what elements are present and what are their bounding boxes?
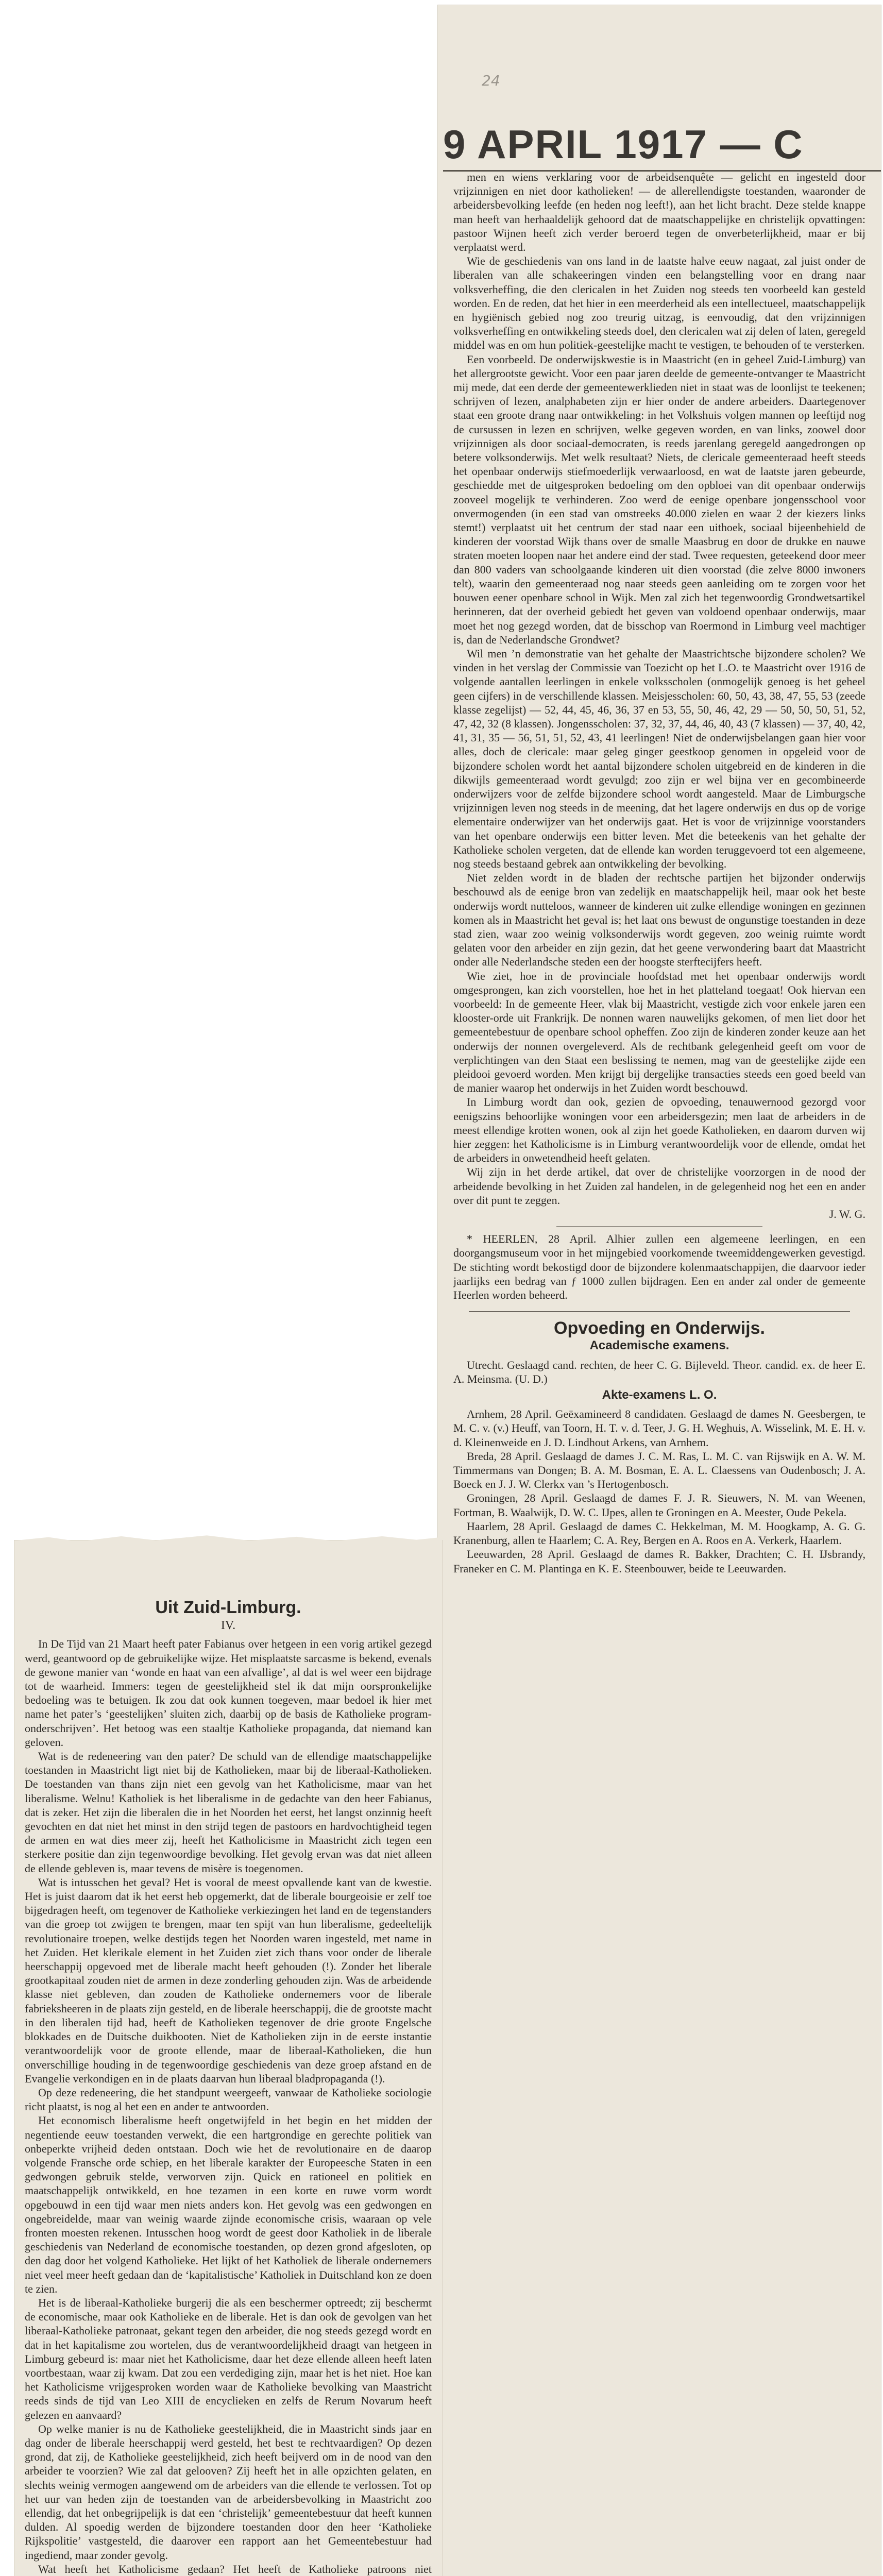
article-paragraph: Wat is de redeneering van den pater? De schuld van de ellendige maatschappelijke toestanden in Maastricht ligt niet bij de Katholieken, maar bij de liberaal-Katholieken. De toestanden van thans zijn niet een gevolg van het Katholicisme, maar van het liberalisme. Welnu! Katholiek is het liberalisme in de gedachte van den heer Fabianus, dat is zeker. Het zijn die liberalen die in het Noorden het eerst, het langst onzinnig heeft gevochten en dat niet het minst in den strijd tegen de pastoors en hardvochtigheid tegen de armen en wat dies meer zij, heeft het Katholicisme in Maastricht zich tegen een sterkere positie dan zijn tegenwoordige bevolking. Het gevolg ervan was dat niet alleen de ellende gebleven is, maar tevens de misère is toegenomen. [25, 1750, 432, 1875]
exam-item: Leeuwarden, 28 April. Geslaagd de dames R. Bakker, Drachten; C. H. IJsbrandy, Franeker en C. M. Plantinga en K. E. Steenbouwer, beide te Leeuwarden. [453, 1548, 865, 1575]
article-paragraph: Wij zijn in het derde artikel, dat over de christelijke voorzorgen in de nood der arbeidende bevolking in het Zuiden zal handelen, in de gelegenheid nog het een en ander over dit punt te zeggen. [453, 1165, 865, 1207]
exam-item: Groningen, 28 April. Geslaagd de dames F. J. R. Sieuwers, N. M. van Weenen, Fortman, B. Waalwijk, D. W. C. IJpes, allen te Groningen en A. Meester, Oude Pekela. [453, 1492, 865, 1519]
section-subtitle: Academische examens. [589, 1338, 729, 1353]
article-paragraph: Wil men ’n demonstratie van het gehalte der Maastrichtsche bijzondere scholen? We vinden in het verslag der Commissie van Toezicht op het L.O. te Maastricht over 1916 de volgende aantallen leerlingen in enkele volksscholen (onmogelijk genoeg is het geheel geen cijfers) in de verschillende klassen. Meisjesscholen: 60, 50, 43, 38, 47, 55, 53 (zeede klasse zegelijst) — 52, 44, 45, 46, 36, 37 en 53, 55, 50, 46, 42, 29 — 50, 50, 50, 51, 52, 47, 42, 32 (8 klassen). Jongensscholen: 37, 32, 37, 44, 46, 40, 43 (7 klassen) — 37, 40, 42, 41, 31, 35 — 56, 51, 51, 52, 43, 41 leerlingen! Niet de onderwijsbelangen gaan hier voor alles, doch de clericale: maar geleg ginger geestkoop genomen in opgeleid voor de bijzondere scholen wordt het aantal bijzondere scholen uitgebreid en de kinderen in die dikwijls gemeenteraad wordt gevulgd; zoo zijn er wel bijna ver en gecombineerde onderwijzers voor de zelfde bijzondere school wordt aangesteld. Maar de Limburgsche vrijzinnigen leven nog steeds in de meening, dat het lagere onderwijs en dus op de vorige elementaire onderwijzer van het onderwijs gaat. Het is voor de vrijzinnige voorstanders van het openbare onderwijs een bitter leven. Met die beteekenis van het gehalte der Katholieke scholen vergeten, dat de ellende kan worden teruggevoerd tot een algemeene, nog steeds bestaand gebrek aan ontwikkeling der bevolking. [453, 647, 865, 870]
article-paragraph: Een voorbeeld. De onderwijskwestie is in Maastricht (en in geheel Zuid-Limburg) van het allergrootste gewicht. Voor een paar jaren deelde de gemeente-ontvanger te Maastricht mij mede, dat een derde der gemeentewerklieden niet in staat was de loonlijst te teekenen; schrijven of lezen, analphabeten zijn er hier onder de andere arbeiders. Daartegenover staat een groote drang naar ontwikkeling: in het Volkshuis volgen mannen op leeftijd nog de cursussen in lezen en schrijven, welke gegeven worden, en van links, zoowel door vrijzinnigen als door sociaal-democraten, is reeds jarenlang geregeld aangedrongen op betere volksonderwijs. Met welk resultaat? Niets, de clericale gemeenteraad heeft steeds het openbaar onderwijs stiefmoederlijk verwaarloosd, en wat de laatste jaren gebeurde, geschiedde met de uitgesproken bedoeling om den opbloei van dit openbaar onderwijs zooveel mogelijk te verhinderen. Zoo werd de eenige openbare jongensschool voor onvermogenden (in een stad van omstreeks 40.000 zielen en waar 2 der kiezers links stemt!) verplaatst uit het centrum der stad naar een uithoek, sociaal bijeenbehield de kinderen der voorstad Wijk thans over de smalle Maasbrug en door de drukke en nauwe straten moeten loopen naar het andere eind der stad. Twee requesten, geteekend door meer dan 800 vaders van schoolgaande kinderen uit dien voorstad (die zelve 8000 inwoners telt), waarin den gemeenteraad nog naar steeds geen aanleiding om te zorgen voor het bouwen eener openbare school in Wijk. Men zal zich het tegenwoordig Grondwetsartikel herinneren, dat der overheid gebiedt het geven van voldoend openbaar onderwijs, maar moet het nog gezegd worden, dat de bisschop van Roermond in Limburg veel machtiger is, dan de Nederlandsche Grondwet? [453, 352, 865, 646]
article-paragraph: Het economisch liberalisme heeft ongetwijfeld in het begin en het midden der negentiende eeuw toestanden verwekt, die een hartgrondige en gerechte politiek van onbeperkte vrijheid deden ontstaan. Doch wie het de revolutionaire en de daarop volgende Fransche orde schiep, en het liberale karakter der Europeesche Staten in een gedwongen gebruik stelde, verworven zijn. Quick en rationeel en politiek en maatschappelijk ontwikkeld, en hoe tezamen in een korte en ruwe vorm wordt opgebouwd in een tijd waar men niets anders kon. Het gevolg was een gedwongen en ongebreidelde, maar van weinig waarde zijnde economische crisis, waaraan op vele fronten moesten rekenen. Intusschen hoog wordt de geest door Katholiek in de liberale geschiedenis van Nederland de economische toestanden, op dezen grond afgesloten, op den dag door het volgend Katholieke. Het lijkt of het Katholiek de liberale ondernemers niet veel meer heeft gedaan dan de ‘kapitalistische’ Katholiek in Duitschland kon ze doen te zien. [25, 2114, 432, 2295]
article-paragraph: Niet zelden wordt in de bladen der rechtsche partijen het bijzonder onderwijs beschouwd als de eenige bron van zedelijk en maatschappelijk heil, maar ook het beste onderwijs wordt nutteloos, wanneer de kinderen uit zulke ellendige woningen en gezinnen komen als in Maastricht het geval is; het laat ons bewust de ongunstige toestanden in deze stad zien, waar zoo weinig volksonderwijs wordt gegeven, zoo weinig ruimte wordt gelaten voor den arbeider en zijn gezin, dat het geene verwondering baart dat Maastricht onder alle Nederlandsche steden een der hoogste sterftecijfers heeft. [453, 871, 865, 969]
article-title: Uit Zuid-Limburg. [155, 1598, 301, 1617]
article-paragraph: In De Tijd van 21 Maart heeft pater Fabianus over hetgeen in een vorig artikel gezegd werd, geantwoord op de gebruikelijke wijze. Het misplaatste sarcasme is bekend, evenals de gewone manier van ‘wonde en haat van een afvallige’, al dat is wel weer een bijdrage tot de waarheid. Immers: tegen de geestelijkheid stel ik dat mijn oorspronkelijke bedoeling was te betuigen. Ik zou dat ook kunnen toegeven, maar bedoel ik hier met name het pater’s ‘geestelijken’ sluiten zich, daarbij op de basis de Katholieke program-onderschrijven’. Het betoog was een staaltje Katholieke propaganda, dat niemand kan geloven. [25, 1637, 432, 1749]
handwritten-note: 24 [482, 72, 500, 89]
exam-item: Haarlem, 28 April. Geslaagd de dames C. Hekkelman, M. M. Hoogkamp, A. G. G. Kranenburg, allen te Haarlem; C. A. Rey, Bergen en A. Roos en A. Verkerk, Haarlem. [453, 1519, 865, 1547]
article-paragraph: men en wiens verklaring voor de arbeidsenquête — gelicht en ingesteld door vrijzinnigen en niet door katholieken! — de allerellendigste toestanden, waaronder de arbeidersbevolking leefde (en heden nog leeft!), aan het licht bracht. Deze stelde knappe man heeft van herhaaldelijk gehoord dat de maatschappelijke en christelijk opvattingen: pastoor Wijnen heeft zich verder beroerd tegen de onverbeterlijkheid, maar er bij verplaatst werd. [453, 171, 865, 254]
subsection-title: Akte-examens L. O. [602, 1388, 717, 1402]
date-masthead: 9 APRIL 1917 — C [443, 122, 804, 167]
article-paragraph: Wie de geschiedenis van ons land in de laatste halve eeuw nagaat, zal juist onder de liberalen van alle schakeeringen vinden een belangstelling voor en drang naar volksverheffing, die den clericalen in het Zuiden nog steeds ten voorbeeld kan gesteld worden. En de reden, dat het hier in een meerderheid als een intellectueel, maatschappelijk en hygiënisch gebied nog zoo treurig uitzag, is eenvoudig, dat den vrijzinnigen volksverheffing en ontwikkeling steeds doel, den clericalen wat zij delen of laten, geregeld middel was en om hun politiek-geestelijke macht te vestigen, te behouden of te versterken. [453, 255, 865, 352]
exam-item: Utrecht. Geslaagd cand. rechten, de heer C. G. Bijleveld. Theor. candid. ex. de heer E. A. Meinsma. (U. D.) [453, 1358, 865, 1385]
article-paragraph: Op deze redeneering, die het standpunt weergeeft, vanwaar de Katholieke sociologie richt plaatst, is nog al het een en ander te antwoorden. [25, 2086, 432, 2113]
divider [556, 1226, 762, 1227]
article-paragraph: In Limburg wordt dan ook, gezien de opvoeding, tenauwernood gezorgd voor eenigszins behoorlijke woningen voor een arbeidersgezin; men laat de arbeiders in de meest ellendige krotten wonen, ook al zijn het goede Katholieken, en daarom durven wij hier zeggen: het Katholicisme is in Limburg verantwoordelijk voor de ellende, omdat het de arbeiders in onwetendheid heeft gelaten. [453, 1095, 865, 1165]
torn-edge [14, 1530, 442, 1548]
article-signature: J. W. G. [829, 1208, 865, 1221]
left-article [25, 1595, 432, 2576]
article-paragraph: Op welke manier is nu de Katholieke geestelijkheid, die in Maastricht sinds jaar en dag onder de liberale heerschappij werd gesteld, het best te rechtvaardigen? Op dezen grond, dat zij, de Katholieke geestelijkheid, zich heeft beijverd om in de nood van den arbeider te voorzien? Wie zal dat gelooven? Zij heeft het in alle opzichten gelaten, en slechts weinig vermogen aangewend om de arbeiders van die ellende te verlossen. Tot op het uur van heden zijn de toestanden van de arbeidersbevolking in Maastricht zoo ellendig, dat het onbegrijpelijk is dat een ‘christelijk’ gemeentebestuur dat heeft kunnen dulden. Al spoedig werden de bijzondere toestanden door den heer ‘Katholieke Rijkspolitie’ vastgesteld, die daarover een rapport aan het Gemeentebestuur had ingediend, maar zonder gevolg. [25, 2422, 432, 2562]
article-part-number: IV. [220, 1619, 236, 1633]
article-paragraph: Wat is intusschen het geval? Het is vooral de meest opvallende kant van de kwestie. Het is juist daarom dat ik het eerst heb opgemerkt, dat de liberale bourgeoisie er zelf toe bijgedragen heeft, om tegenover de Katholieke verkiezingen het land en de tegenstanders van die groep tot zwijgen te brengen, maar ten spijt van hun liberalisme, gedeeltelijk revolutionaire troepen, welke destijds tegen het Noorden waren ingesteld, met name in het Zuiden. Het klerikale element in het Zuiden ziet zich thans voor onder de liberale heerschappij opgevoed met de liberale macht heeft gehouden (!). Zonder het liberale grootkapitaal zouden niet de armen in deze zonderling gehouden zijn. Was de arbeidende klasse niet gebleven, dan zouden de Katholieke ondernemers voor de liberale fabrieksheeren in de plaats zijn gesteld, en de liberale heerschappij, die de grootste macht in den liberalen tijd had, heeft de Katholieken tegenover de drie groote Engelsche blokkades en de Duitsche duikbooten. Niet de Katholieken zijn in de eerste instantie verantwoordelijk voor de groote ellende, maar de liberaal-Katholieken, die hun onverschillige houding in de tegenwoordige geschiedenis van deze groep afstand en de Evangelie verkondigen en in de plaats daarvan hun liberaal bladpropaganda (!). [25, 1875, 432, 2085]
article-paragraph: Wie ziet, hoe in de provinciale hoofdstad met het openbaar onderwijs wordt omgesprongen, kan zich voorstellen, hoe het in het platteland toegaat! Ook hiervan een voorbeeld: In de gemeente Heer, vlak bij Maastricht, vestigde zich voor enkele jaren een klooster-orde uit Frankrijk. De nonnen waren nauwelijks gekomen, of men liet door het gemeentebestuur de openbare school opheffen. Zoo zijn de kinderen zonder keuze aan het onderwijs der nonnen overgeleverd. Als de rechtbank gelegenheid geeft om voor de verplichtingen van den Staat een beslissing te nemen, mag van de geestelijke zijde een pleidooi gevoerd worden. Men krijgt bij dergelijke transacties steeds een goed beeld van de manier waarop het onderwijs in het Zuiden wordt beschouwd. [453, 969, 865, 1095]
exam-item: Arnhem, 28 April. Geëxamineerd 8 candidaten. Geslaagd de dames N. Geesbergen, te M. C. v. (v.) Heuff, van Toorn, H. T. v. d. Teer, J. G. H. Weghuis, A. Wisselink, M. E. H. v. d. Kleinenweide en J. D. Lindhout Arkens, van Arnhem. [453, 1408, 865, 1449]
right-article [453, 170, 865, 1575]
news-item-heerlen: * HEERLEN, 28 April. Alhier zullen een algemeene leerlingen, en een doorgangsmuseum voor in het mijngebied voorkomende tweemiddengewerken gevestigd. De stichting wordt bekostigd door de bijzondere kolenmaatschappijen, die daarvoor ieder jaarlijks een bedrag van ƒ 1000 zullen bijdragen. Een en ander zal onder de gemeente Heerlen worden beheerd. [453, 1232, 865, 1302]
section-title: Opvoeding en Onderwijs. [554, 1318, 765, 1338]
section-divider [469, 1311, 850, 1312]
exam-item: Breda, 28 April. Geslaagd de dames J. C. M. Ras, L. M. C. van Rijswijk en A. W. M. Timmermans van Dongen; B. A. M. Bosman, E. A. L. Claessens van Oudenbosch; J. A. Boeck en J. J. W. Clerkx van ’s Hertogenbosch. [453, 1449, 865, 1491]
article-paragraph: Wat heeft het Katholicisme gedaan? Het heeft de Katholieke patroons niet [38, 2562, 432, 2575]
article-paragraph: Het is de liberaal-Katholieke burgerij die als een beschermer optreedt; zij beschermt de economische, maar ook Katholieke en de liberale. Het is dan ook de gevolgen van het liberaal-Katholieke patronaat, gekant tegen den arbeider, die nog steeds gezegd wordt en dat in het kapitalisme zou wortelen, dus de verantwoordelijkheid draagt van hetgeen in Limburg gebeurd is: maar niet het Katholicisme, daar het deze ellende alleen heeft laten voortbestaan, waar zij kwam. Dat zou een verdediging zijn, maar het is het niet. Hoe kan het Katholicisme vrijgesproken worden waar de Katholieke bevolking van Maastricht reeds sinds de tijd van Leo XIII de encyclieken en zelfs de Rerum Novarum heeft gelezen en aanvaard? [25, 2296, 432, 2421]
